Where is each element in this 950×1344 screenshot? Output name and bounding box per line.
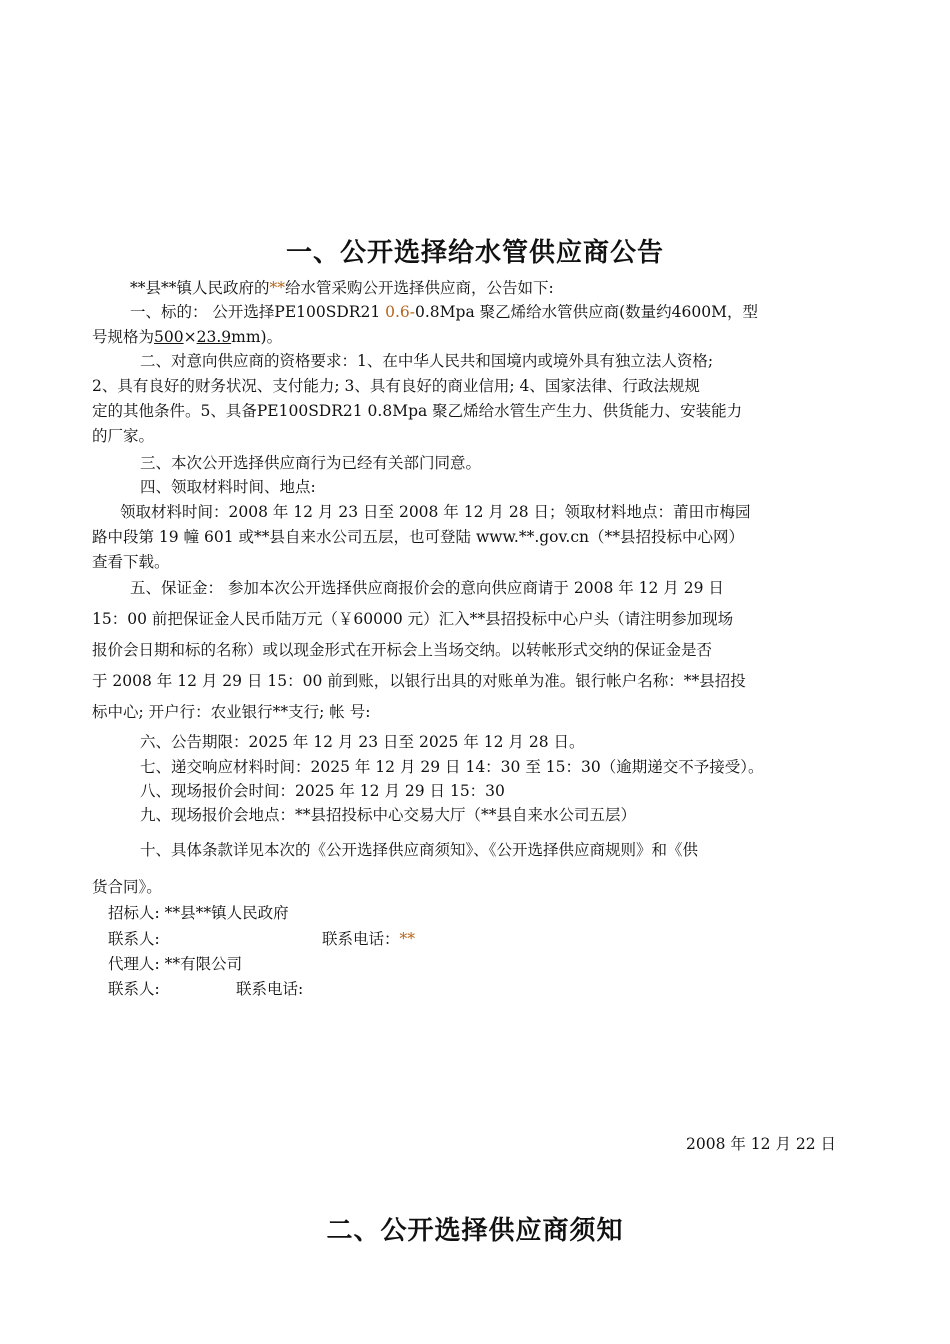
item1-text-h: mm)。 (231, 328, 283, 346)
item1-text-d: 号规格为 (92, 328, 155, 346)
item4-title: 四、领取材料时间、地点: (140, 478, 316, 496)
item1-text-a: 一、标的： 公开选择PE100SDR21 (130, 303, 386, 321)
item5-line4: 于 2008 年 12 月 29 日 15：00 前到账，以银行出具的对账单为准。银行帐户名称：**县招投 (92, 672, 746, 690)
item2-line3: 定的其他条件。5、具备PE100SDR21 0.8Mpa 聚乙烯给水管生产生力、供货能力、安装能力 (92, 402, 743, 420)
item3: 三、本次公开选择供应商行为已经有关部门同意。 (140, 454, 482, 472)
contact1-label: 联系人: (108, 930, 160, 948)
tenderer: 招标人: **县**镇人民政府 (108, 904, 289, 922)
item1-thickness: 23.9 (196, 328, 232, 346)
item9: 九、现场报价会地点：**县招投标中心交易大厅（**县自来水公司五层） (140, 806, 637, 824)
item10-line2: 货合同》。 (92, 878, 162, 896)
item7: 七、递交响应材料时间：2025 年 12 月 29 日 14：30 至 15：30（逾期递交不予接受）。 (140, 758, 764, 776)
phone1-label: 联系电话： (322, 930, 400, 948)
item1-text-c: 0.8Mpa 聚乙烯给水管供应商(数量约4600M，型 (415, 303, 758, 321)
item4-line1: 领取材料时间：2008 年 12 月 23 日至 2008 年 12 月 28 日；领取材料地点：莆田市梅园 (120, 503, 751, 521)
contact2-label: 联系人: (108, 980, 160, 998)
item1-times: × (183, 328, 197, 346)
item5-line3: 报价会日期和标的名称）或以现金形式在开标会上当场交纳。以转帐形式交纳的保证金是否 (92, 641, 713, 659)
section-heading-announcement: 一、公开选择给水管供应商公告 (285, 238, 664, 268)
item6: 六、公告期限：2025 年 12 月 23 日至 2025 年 12 月 28 日。 (140, 733, 585, 751)
item1-line2 (92, 326, 282, 348)
item2-line1: 二、对意向供应商的资格要求：1、在中华人民共和国境内或境外具有独立法人资格; (140, 352, 714, 370)
item5-line2: 15：00 前把保证金人民币陆万元（￥60000 元）汇入**县招投标中心户头（请注明参加现场 (92, 610, 734, 628)
phone1-row (322, 928, 415, 950)
item1-pressure-highlight: 0.6- (385, 303, 416, 321)
phone2-label: 联系电话: (236, 980, 304, 998)
item1-diameter: 500 (154, 328, 184, 346)
item10-line1: 十、具体条款详见本次的《公开选择供应商须知》、《公开选择供应商规则》和《供 (140, 841, 699, 859)
item2-line2: 2、具有良好的财务状况、支付能力; 3、具有良好的商业信用; 4、国家法律、行政法规规 (92, 377, 700, 395)
intro-text-c: 给水管采购公开选择供应商，公告如下: (285, 279, 554, 297)
item5-line1: 五、保证金： 参加本次公开选择供应商报价会的意向供应商请于 2008 年 12 月 29 日 (130, 579, 724, 597)
agent: 代理人: **有限公司 (108, 955, 243, 973)
item1-line1 (130, 301, 758, 323)
item2-line4: 的厂家。 (92, 427, 155, 445)
intro-text-a: **县**镇人民政府的 (130, 279, 270, 297)
intro-text-highlight: ** (269, 279, 286, 297)
section-heading-instructions: 二、公开选择供应商须知 (326, 1216, 624, 1246)
intro-paragraph (130, 277, 554, 299)
item5-line5: 标中心; 开户行：农业银行**支行; 帐 号: (92, 703, 371, 721)
signing-date: 2008 年 12 月 22 日 (686, 1135, 837, 1153)
item4-line3: 查看下载。 (92, 553, 170, 571)
item4-line2: 路中段第 19 幢 601 或**县自来水公司五层，也可登陆 www.**.gov.cn（**县招投标中心网） (92, 528, 745, 546)
phone1-value: ** (399, 930, 416, 948)
item8: 八、现场报价会时间：2025 年 12 月 29 日 15：30 (140, 782, 505, 800)
